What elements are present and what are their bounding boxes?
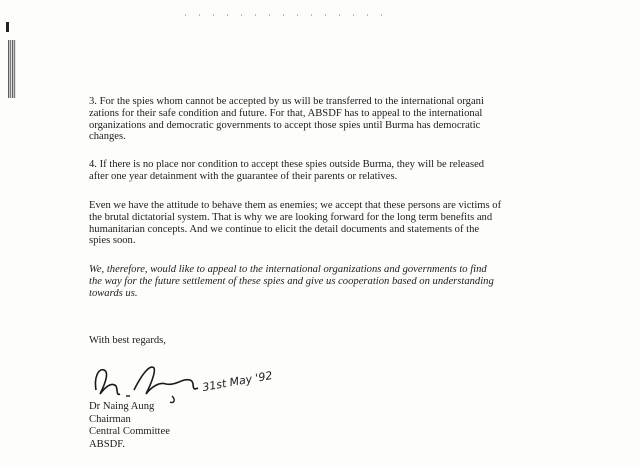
- paragraph-line: Even we have the attitude to behave them as enemies; we accept that these persons are victims of: [89, 200, 502, 211]
- signature-date: 31st May '92: [201, 368, 274, 395]
- signatory-block: [89, 401, 170, 451]
- paragraph-3: [89, 96, 601, 143]
- paragraph-4: [89, 159, 601, 183]
- paragraph-line: 3. For the spies whom cannot be accepted by us will be transferred to the international organi: [89, 96, 484, 107]
- signatory-committee: Central Committee: [89, 426, 170, 438]
- paragraph-line: zations for their safe condition and future. For that, ABSDF has to appeal to the international: [89, 107, 483, 119]
- paragraph-line: after one year detainment with the guarantee of their parents or relatives.: [89, 170, 398, 182]
- signatory-name: Dr Naing Aung: [89, 401, 155, 412]
- paragraph-enemies: [89, 200, 601, 247]
- paragraph-line: changes.: [89, 131, 126, 143]
- paragraph-line: 4. If there is no place nor condition to accept these spies outside Burma, they will be released: [89, 159, 485, 170]
- signatory-org: ABSDF.: [89, 438, 125, 450]
- paragraph-line: organizations and democratic governments to accept those spies until Burma has democratic: [89, 119, 481, 131]
- scan-artifact: [185, 14, 395, 16]
- paragraph-line: We, therefore, would like to appeal to the international organizations and governments to find: [89, 264, 487, 275]
- closing-salutation: With best regards,: [89, 335, 166, 346]
- paragraph-line: the brutal dictatorial system. That is why we are looking forward for the long term benefits and: [89, 211, 493, 223]
- paragraph-line: spies soon.: [89, 235, 136, 247]
- paragraph-line: humanitarian concepts. And we continue to elicit the detail documents and statements of the: [89, 223, 480, 235]
- binding-mark: [6, 22, 9, 32]
- binding-strip: [8, 40, 16, 98]
- paragraph-line: the way for the future settlement of these spies and give us cooperation based on understanding: [89, 275, 494, 287]
- paragraph-line: towards us.: [89, 287, 138, 299]
- signatory-title: Chairman: [89, 413, 131, 425]
- paragraph-appeal: [89, 264, 601, 299]
